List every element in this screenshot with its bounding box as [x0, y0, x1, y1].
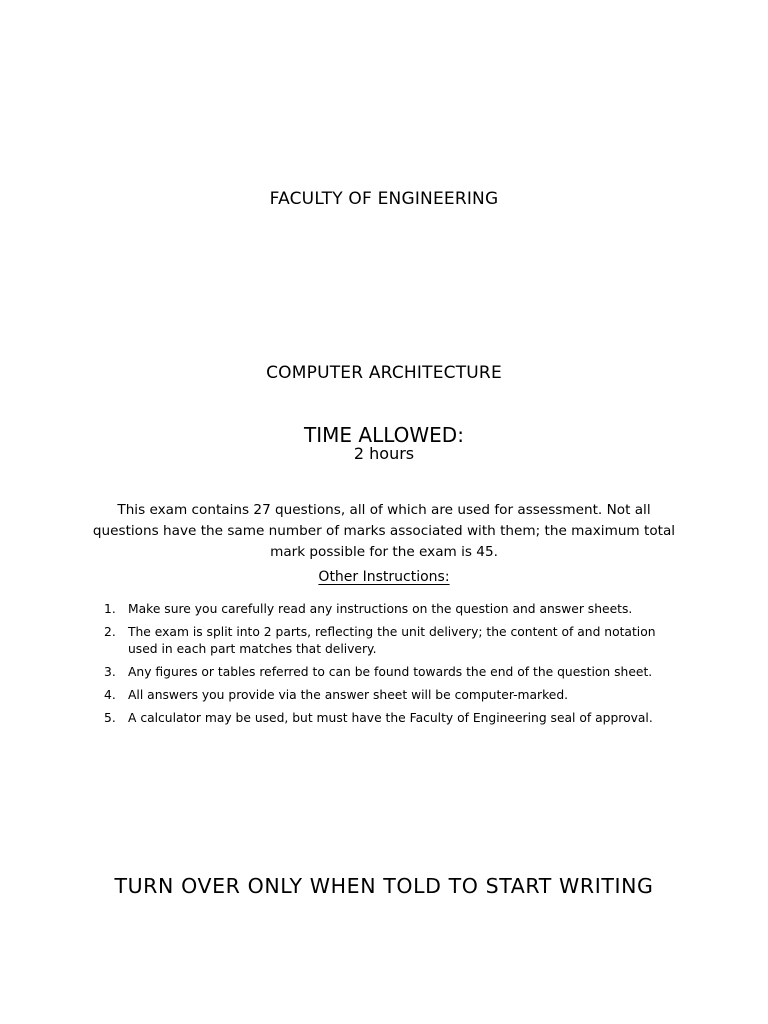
time-allowed-label: TIME ALLOWED: [304, 423, 464, 447]
faculty-title: FACULTY OF ENGINEERING [269, 189, 499, 209]
list-item [104, 601, 684, 618]
list-item [104, 624, 684, 658]
list-item-number: 4. [104, 688, 116, 702]
list-item [104, 710, 684, 727]
list-item [104, 687, 684, 704]
time-allowed-value: 2 hours [353, 444, 415, 463]
list-item-number: 3. [104, 665, 116, 679]
list-item [104, 664, 684, 681]
list-item-number: 2. [104, 625, 116, 639]
list-item-number: 1. [104, 602, 116, 616]
list-item-text: The exam is split into 2 parts, reflecting the unit delivery; the content of and notation used in each part matches that delivery. [128, 625, 656, 656]
list-item-text: A calculator may be used, but must have the Faculty of Engineering seal of approval. [128, 711, 653, 725]
course-title: COMPUTER ARCHITECTURE [266, 363, 502, 383]
list-item-number: 5. [104, 711, 116, 725]
instructions-list [104, 601, 684, 733]
list-item-text: All answers you provide via the answer sheet will be computer-marked. [128, 688, 569, 702]
list-item-text: Any figures or tables referred to can be found towards the end of the question sheet. [128, 665, 653, 679]
list-item-text: Make sure you carefully read any instructions on the question and answer sheets. [128, 602, 633, 616]
turn-over-notice: TURN OVER ONLY WHEN TOLD TO START WRITING [114, 874, 654, 898]
other-instructions-heading: Other Instructions: [318, 569, 450, 585]
exam-intro-paragraph: This exam contains 27 questions, all of which are used for assessment. Not all questions have the same number of marks associated with them; the maximum total mark possible for the exam is 45. [92, 502, 676, 560]
